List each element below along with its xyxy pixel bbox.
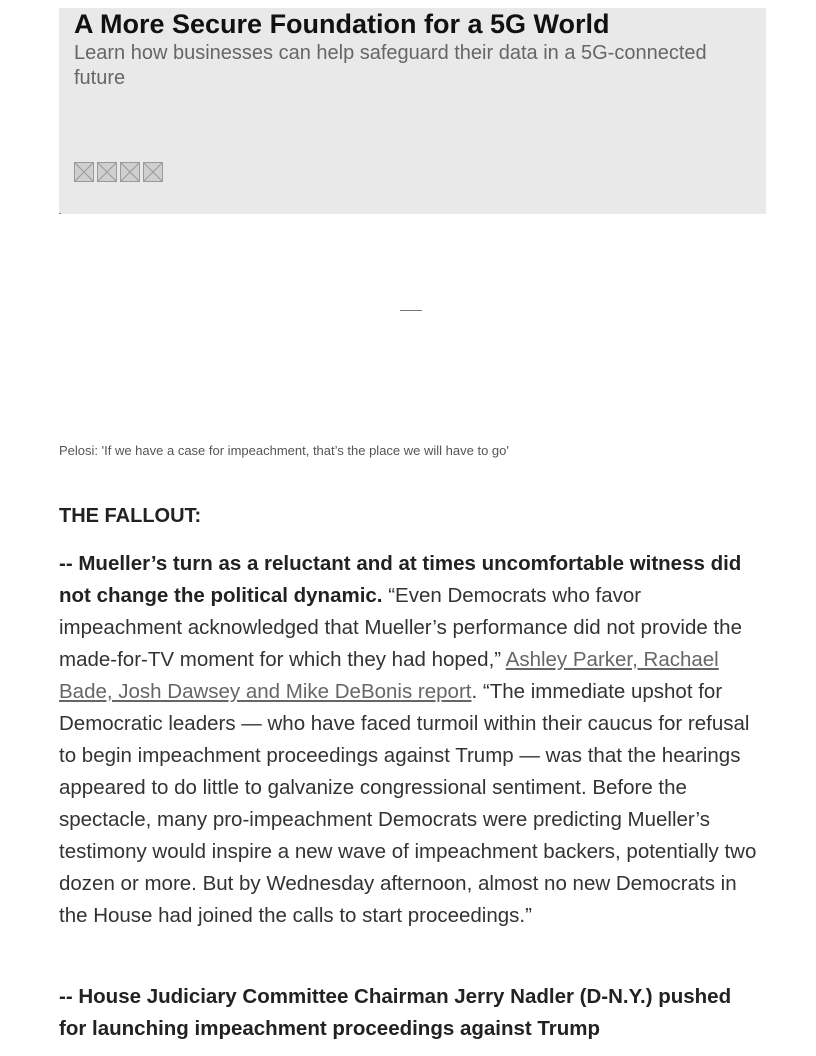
- paragraph-lead: -- Mueller’s turn as a reluctant and at times uncomfortable witness did not change the political dynamic.: [59, 552, 742, 607]
- report-link[interactable]: Ashley Parker, Rachael Bade, Josh Dawsey and Mike DeBonis report: [59, 648, 719, 703]
- ad-title[interactable]: A More Secure Foundation for a 5G World: [74, 9, 610, 39]
- article-paragraph-2: [59, 981, 764, 1045]
- article-paragraph-1: [59, 548, 764, 932]
- section-heading: THE FALLOUT:: [59, 505, 202, 527]
- ad-corner-mark: [59, 213, 61, 214]
- video-loading-dash: [400, 310, 422, 311]
- video-embed-placeholder[interactable]: [59, 222, 766, 432]
- broken-image-icon: [97, 162, 117, 182]
- broken-image-icon: [143, 162, 163, 182]
- broken-image-icon: [74, 162, 94, 182]
- paragraph-text: “Even Democrats who favor impeachment acknowledged that Mueller’s performance did not provide the made-for-TV moment for which they had hoped,”: [59, 584, 742, 671]
- sponsored-ad-banner[interactable]: [59, 8, 766, 214]
- video-caption: Pelosi: 'If we have a case for impeachment, that’s the place we will have to go': [59, 443, 509, 458]
- ad-icon-row: [74, 162, 163, 182]
- paragraph-lead: -- House Judiciary Committee Chairman Jerry Nadler (D-N.Y.) pushed for launching impeachment proceedings against Trump: [59, 985, 732, 1040]
- paragraph-text: . “The immediate upshot for Democratic leaders — who have faced turmoil within their caucus for refusal to begin impeachment proceedings against Trump — was that the hearings appeared to do little to galvanize congressional sentiment. Before the spectacle, many pro-impeachment Democrats were predicting Mueller’s testimony would inspire a new wave of impeachment backers, potentially two dozen or more. But by Wednesday afternoon, almost no new Democrats in the House had joined the calls to start proceedings.”: [59, 680, 757, 927]
- ad-subtitle: Learn how businesses can help safeguard their data in a 5G-connected future: [74, 42, 707, 89]
- broken-image-icon: [120, 162, 140, 182]
